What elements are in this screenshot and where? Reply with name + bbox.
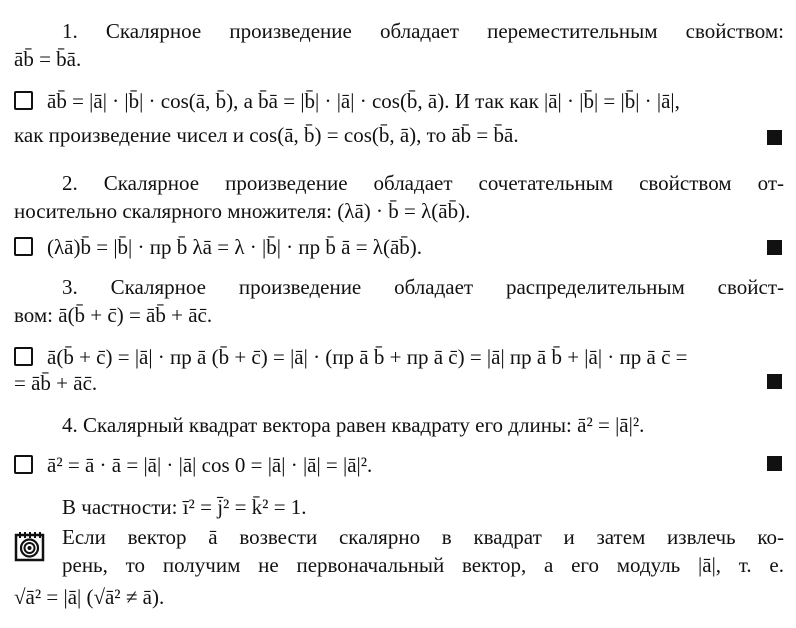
proof-1-line1 — [14, 88, 784, 114]
property-2-statement-line1: 2. Скалярное произведение обладает сочетательным свойством от- — [62, 171, 784, 195]
proof-4-text-line1: ā² = ā · ā = |ā| · |ā| cos 0 = |ā| · |ā| = |ā|². — [47, 453, 373, 477]
property-2-statement-line2: носительно скалярного множителя: (λā) · b̄ = λ(āb̄). — [14, 199, 471, 223]
proof-end-icon — [767, 130, 782, 145]
proof-end-icon — [767, 374, 782, 389]
proof-1-text-line1: āb̄ = |ā| · |b̄| · cos(ā, b̄), а b̄ā = |b̄| · |ā| · cos(b̄, ā). И так как |ā| · |b̄| = |b̄| · |ā|, — [47, 89, 680, 113]
proof-end-icon — [767, 456, 782, 471]
proof-4-line1 — [14, 452, 784, 478]
property-4-statement-line1: 4. Скалярный квадрат вектора равен квадрату его длины: ā² = |ā|². — [62, 413, 645, 437]
proof-end-icon — [767, 240, 782, 255]
property-1-statement-line2: āb̄ = b̄ā. — [14, 47, 82, 71]
proof-start-icon — [14, 237, 33, 256]
property-3-statement-line2: вом: ā(b̄ + c̄) = āb̄ + āc̄. — [14, 303, 213, 327]
special-case-line: В частности: ī² = j̄² = k̄² = 1. — [62, 495, 307, 519]
proof-start-icon — [14, 455, 33, 474]
property-1-statement-line1: 1. Скалярное произведение обладает переместительным свойством: — [62, 19, 784, 43]
proof-2-line1 — [14, 234, 784, 260]
proof-1-text-line2: как произведение чисел и cos(ā, b̄) = cos(b̄, ā), то āb̄ = b̄ā. — [14, 123, 519, 147]
proof-3-text-line2: = āb̄ + āc̄. — [14, 371, 98, 395]
proof-3-line1 — [14, 344, 784, 370]
proof-2-text-line1: (λā)b̄ = |b̄| · пр b̄ λā = λ · |b̄| · пр b̄ ā = λ(āb̄). — [47, 235, 423, 259]
property-3-statement-line1: 3. Скалярное произведение обладает распределительным свойст- — [62, 275, 784, 299]
proof-start-icon — [14, 347, 33, 366]
note-line3: √ā² = |ā| (√ā² ≠ ā). — [14, 585, 165, 609]
note-line1: Если вектор ā возвести скалярно в квадрат и затем извлечь ко- — [62, 525, 784, 549]
proof-3-text-line1: ā(b̄ + c̄) = |ā| · пр ā (b̄ + c̄) = |ā| · (пр ā b̄ + пр ā c̄) = |ā| пр ā b̄ + |ā| · пр ā c̄ = — [47, 345, 688, 369]
note-line2: рень, то получим не первоначальный вектор, а его модуль |ā|, т. е. — [62, 553, 784, 577]
target-note-icon — [14, 530, 46, 562]
proof-start-icon — [14, 91, 33, 110]
